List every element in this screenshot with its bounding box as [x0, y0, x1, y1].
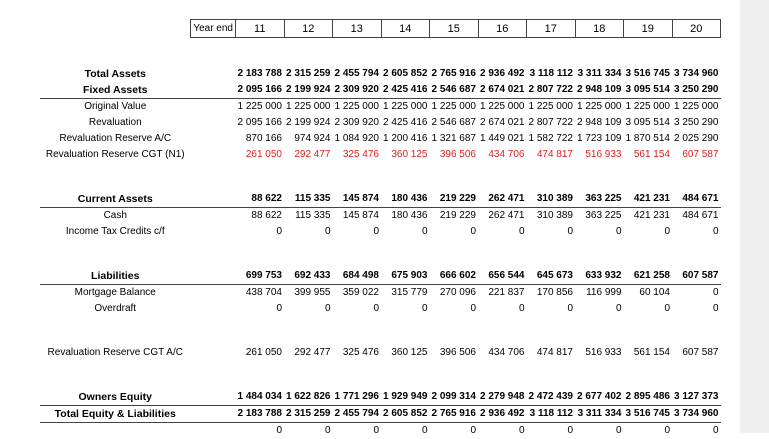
row-spacer — [191, 285, 236, 302]
revaluation-reserve-cgt-ac-value: 325 476 — [333, 345, 382, 361]
overdraft-value: 0 — [575, 301, 624, 317]
fixed-assets-value: 2 309 920 — [333, 82, 382, 99]
year-header-cell: 16 — [478, 20, 527, 38]
revaluation-reserve-cgt-n1-value: 325 476 — [333, 147, 382, 163]
revaluation-reserve-value: 1 723 109 — [575, 131, 624, 147]
current-assets-value: 363 225 — [575, 191, 624, 208]
revaluation-reserve-cgt-ac-label: Revaluation Reserve CGT A/C — [40, 345, 191, 361]
balance-sheet-table — [40, 19, 721, 439]
overdraft-label: Overdraft — [40, 301, 191, 317]
spacer-row — [40, 375, 721, 389]
original-value-value: 1 225 000 — [381, 99, 430, 116]
row-spacer — [191, 301, 236, 317]
mortgage-balance-value: 0 — [672, 285, 721, 302]
liabilities-row — [40, 268, 721, 285]
fixed-assets-value: 2 948 109 — [575, 82, 624, 99]
revaluation-value: 2 199 924 — [284, 115, 333, 131]
revaluation-value: 2 948 109 — [575, 115, 624, 131]
revaluation-reserve-cgt-ac-value: 396 506 — [430, 345, 479, 361]
mortgage-balance-value: 399 955 — [284, 285, 333, 302]
cash-label: Cash — [40, 208, 191, 225]
revaluation-reserve-value: 1 582 722 — [527, 131, 576, 147]
row-spacer — [191, 66, 236, 82]
liabilities-value: 675 903 — [381, 268, 430, 285]
overdraft-value: 0 — [381, 301, 430, 317]
revaluation-label: Revaluation — [40, 115, 191, 131]
revaluation-value: 2 425 416 — [381, 115, 430, 131]
current-assets-value: 115 335 — [284, 191, 333, 208]
liabilities-value: 633 932 — [575, 268, 624, 285]
revaluation-reserve-value: 1 200 416 — [381, 131, 430, 147]
revaluation-reserve-value: 2 025 290 — [672, 131, 721, 147]
income-tax-credits-value: 0 — [527, 224, 576, 240]
overdraft-value: 0 — [478, 301, 527, 317]
year-header-cell: 19 — [624, 20, 673, 38]
year-header-cell: 13 — [333, 20, 382, 38]
fixed-assets-label: Fixed Assets — [40, 82, 191, 99]
overdraft-value: 0 — [430, 301, 479, 317]
liabilities-value: 656 544 — [478, 268, 527, 285]
revaluation-row — [40, 115, 721, 131]
current-assets-value: 180 436 — [381, 191, 430, 208]
income-tax-credits-label: Income Tax Credits c/f — [40, 224, 191, 240]
total-equity-liabilities-value: 3 516 745 — [624, 406, 673, 423]
revaluation-reserve-cgt-ac-value: 292 477 — [284, 345, 333, 361]
row-spacer — [191, 147, 236, 163]
owners-equity-value: 1 771 296 — [333, 389, 382, 406]
mortgage-balance-row — [40, 285, 721, 302]
total-equity-liabilities-value: 2 605 852 — [381, 406, 430, 423]
check-value: 0 — [236, 423, 285, 439]
revaluation-reserve-cgt-n1-value: 474 817 — [527, 147, 576, 163]
total-assets-value: 3 311 334 — [575, 66, 624, 82]
liabilities-value: 645 673 — [527, 268, 576, 285]
income-tax-credits-value: 0 — [575, 224, 624, 240]
overdraft-value: 0 — [333, 301, 382, 317]
original-value-value: 1 225 000 — [527, 99, 576, 116]
check-value: 0 — [430, 423, 479, 439]
row-spacer — [191, 345, 236, 361]
cash-value: 262 471 — [478, 208, 527, 225]
total-equity-liabilities-value: 2 183 788 — [236, 406, 285, 423]
current-assets-value: 145 874 — [333, 191, 382, 208]
total-equity-liabilities-value: 2 455 794 — [333, 406, 382, 423]
revaluation-reserve-cgt-n1-value: 561 154 — [624, 147, 673, 163]
fixed-assets-value: 2 095 166 — [236, 82, 285, 99]
spacer-row — [40, 240, 721, 254]
current-assets-value: 219 229 — [430, 191, 479, 208]
revaluation-reserve-cgt-n1-value: 261 050 — [236, 147, 285, 163]
owners-equity-row — [40, 389, 721, 406]
total-equity-liabilities-value: 2 936 492 — [478, 406, 527, 423]
original-value-value: 1 225 000 — [624, 99, 673, 116]
current-assets-value: 310 389 — [527, 191, 576, 208]
revaluation-reserve-cgt-n1-value: 292 477 — [284, 147, 333, 163]
revaluation-value: 2 674 021 — [478, 115, 527, 131]
revaluation-reserve-cgt-ac-value: 434 706 — [478, 345, 527, 361]
spacer-row — [40, 331, 721, 345]
revaluation-reserve-cgt-n1-value: 516 933 — [575, 147, 624, 163]
mortgage-balance-label: Mortgage Balance — [40, 285, 191, 302]
revaluation-reserve-cgt-ac-value: 561 154 — [624, 345, 673, 361]
original-value-label: Original Value — [40, 99, 191, 116]
check-value: 0 — [333, 423, 382, 439]
liabilities-value: 666 602 — [430, 268, 479, 285]
fixed-assets-row — [40, 82, 721, 99]
total-assets-value: 3 118 112 — [527, 66, 576, 82]
overdraft-value: 0 — [284, 301, 333, 317]
revaluation-reserve-value: 870 166 — [236, 131, 285, 147]
revaluation-reserve-value: 1 084 920 — [333, 131, 382, 147]
mortgage-balance-value: 60 104 — [624, 285, 673, 302]
mortgage-balance-value: 116 999 — [575, 285, 624, 302]
row-spacer — [191, 224, 236, 240]
spacer-row — [40, 163, 721, 177]
row-spacer — [191, 131, 236, 147]
fixed-assets-value: 2 674 021 — [478, 82, 527, 99]
cash-value: 310 389 — [527, 208, 576, 225]
original-value-value: 1 225 000 — [284, 99, 333, 116]
current-assets-value: 484 671 — [672, 191, 721, 208]
current-assets-label: Current Assets — [40, 191, 191, 208]
total-equity-liabilities-value: 3 311 334 — [575, 406, 624, 423]
overdraft-value: 0 — [672, 301, 721, 317]
revaluation-reserve-cgt-ac-value: 261 050 — [236, 345, 285, 361]
row-spacer — [191, 115, 236, 131]
spacer-row — [40, 52, 721, 66]
income-tax-credits-value: 0 — [236, 224, 285, 240]
cash-value: 115 335 — [284, 208, 333, 225]
income-tax-credits-value: 0 — [430, 224, 479, 240]
total-assets-value: 3 516 745 — [624, 66, 673, 82]
spacer-row — [40, 317, 721, 331]
mortgage-balance-value: 170 856 — [527, 285, 576, 302]
check-value: 0 — [575, 423, 624, 439]
income-tax-credits-value: 0 — [381, 224, 430, 240]
original-value-value: 1 225 000 — [333, 99, 382, 116]
check-label — [40, 423, 191, 439]
revaluation-reserve-cgt-ac-row — [40, 345, 721, 361]
original-value-row — [40, 99, 721, 116]
spacer-row — [40, 177, 721, 191]
revaluation-reserve-value: 1 870 514 — [624, 131, 673, 147]
check-value: 0 — [381, 423, 430, 439]
revaluation-reserve-cgt-ac-value: 607 587 — [672, 345, 721, 361]
revaluation-reserve-label: Revaluation Reserve A/C — [40, 131, 191, 147]
liabilities-value: 607 587 — [672, 268, 721, 285]
year-header-cell: 20 — [672, 20, 721, 38]
row-spacer — [191, 208, 236, 225]
year-header-cell: 17 — [527, 20, 576, 38]
cash-value: 88 622 — [236, 208, 285, 225]
revaluation-reserve-cgt-n1-value: 434 706 — [478, 147, 527, 163]
cash-value: 421 231 — [624, 208, 673, 225]
fixed-assets-value: 3 250 290 — [672, 82, 721, 99]
total-assets-label: Total Assets — [40, 66, 191, 82]
check-row — [40, 423, 721, 439]
overdraft-value: 0 — [527, 301, 576, 317]
year-header-cell: 18 — [575, 20, 624, 38]
owners-equity-value: 2 677 402 — [575, 389, 624, 406]
revaluation-value: 2 807 722 — [527, 115, 576, 131]
revaluation-value: 2 095 166 — [236, 115, 285, 131]
revaluation-value: 3 095 514 — [624, 115, 673, 131]
total-assets-value: 2 315 259 — [284, 66, 333, 82]
owners-equity-value: 2 279 948 — [478, 389, 527, 406]
mortgage-balance-value: 221 837 — [478, 285, 527, 302]
original-value-value: 1 225 000 — [575, 99, 624, 116]
check-value: 0 — [672, 423, 721, 439]
liabilities-label: Liabilities — [40, 268, 191, 285]
total-equity-liabilities-value: 3 118 112 — [527, 406, 576, 423]
income-tax-credits-value: 0 — [333, 224, 382, 240]
row-spacer — [191, 423, 236, 439]
year-end-label: Year end — [191, 20, 236, 38]
income-tax-credits-value: 0 — [284, 224, 333, 240]
owners-equity-value: 2 472 439 — [527, 389, 576, 406]
sheet-margin — [740, 0, 769, 433]
mortgage-balance-value: 315 779 — [381, 285, 430, 302]
revaluation-reserve-cgt-n1-label: Revaluation Reserve CGT (N1) — [40, 147, 191, 163]
total-assets-value: 2 936 492 — [478, 66, 527, 82]
cash-value: 180 436 — [381, 208, 430, 225]
year-header-cell: 12 — [284, 20, 333, 38]
total-equity-liabilities-row — [40, 406, 721, 423]
spacer-row — [40, 361, 721, 375]
year-header-cell: 15 — [430, 20, 479, 38]
original-value-value: 1 225 000 — [478, 99, 527, 116]
revaluation-reserve-cgt-ac-value: 516 933 — [575, 345, 624, 361]
revaluation-reserve-value: 1 321 687 — [430, 131, 479, 147]
year-header-cell: 14 — [381, 20, 430, 38]
original-value-value: 1 225 000 — [236, 99, 285, 116]
owners-equity-value: 2 099 314 — [430, 389, 479, 406]
fixed-assets-value: 2 199 924 — [284, 82, 333, 99]
overdraft-value: 0 — [236, 301, 285, 317]
mortgage-balance-value: 438 704 — [236, 285, 285, 302]
revaluation-reserve-cgt-ac-value: 360 125 — [381, 345, 430, 361]
fixed-assets-value: 2 425 416 — [381, 82, 430, 99]
total-equity-liabilities-value: 3 734 960 — [672, 406, 721, 423]
revaluation-value: 2 546 687 — [430, 115, 479, 131]
fixed-assets-value: 2 807 722 — [527, 82, 576, 99]
fixed-assets-value: 3 095 514 — [624, 82, 673, 99]
income-tax-credits-value: 0 — [624, 224, 673, 240]
owners-equity-label: Owners Equity — [40, 389, 191, 406]
row-spacer — [191, 389, 236, 406]
owners-equity-value: 1 622 826 — [284, 389, 333, 406]
cash-value: 363 225 — [575, 208, 624, 225]
revaluation-reserve-cgt-n1-value: 360 125 — [381, 147, 430, 163]
row-spacer — [191, 191, 236, 208]
total-equity-liabilities-label: Total Equity & Liabilities — [40, 406, 191, 423]
revaluation-reserve-value: 974 924 — [284, 131, 333, 147]
header-spacer — [40, 20, 191, 38]
current-assets-row — [40, 191, 721, 208]
current-assets-value: 421 231 — [624, 191, 673, 208]
current-assets-value: 262 471 — [478, 191, 527, 208]
liabilities-value: 621 258 — [624, 268, 673, 285]
total-assets-value: 2 455 794 — [333, 66, 382, 82]
check-value: 0 — [527, 423, 576, 439]
revaluation-reserve-value: 1 449 021 — [478, 131, 527, 147]
row-spacer — [191, 82, 236, 99]
total-assets-value: 2 765 916 — [430, 66, 479, 82]
row-spacer — [191, 99, 236, 116]
cash-value: 484 671 — [672, 208, 721, 225]
mortgage-balance-value: 270 096 — [430, 285, 479, 302]
check-value: 0 — [284, 423, 333, 439]
row-spacer — [191, 268, 236, 285]
revaluation-reserve-row — [40, 131, 721, 147]
revaluation-value: 2 309 920 — [333, 115, 382, 131]
spacer-row — [40, 254, 721, 268]
current-assets-value: 88 622 — [236, 191, 285, 208]
total-assets-value: 2 183 788 — [236, 66, 285, 82]
year-header-cell: 11 — [236, 20, 285, 38]
income-tax-credits-value: 0 — [478, 224, 527, 240]
original-value-value: 1 225 000 — [430, 99, 479, 116]
income-tax-credits-row — [40, 224, 721, 240]
total-equity-liabilities-value: 2 315 259 — [284, 406, 333, 423]
cash-value: 219 229 — [430, 208, 479, 225]
original-value-value: 1 225 000 — [672, 99, 721, 116]
owners-equity-value: 2 895 486 — [624, 389, 673, 406]
check-value: 0 — [478, 423, 527, 439]
revaluation-value: 3 250 290 — [672, 115, 721, 131]
total-equity-liabilities-value: 2 765 916 — [430, 406, 479, 423]
revaluation-reserve-cgt-n1-row — [40, 147, 721, 163]
overdraft-row — [40, 301, 721, 317]
liabilities-value: 684 498 — [333, 268, 382, 285]
liabilities-value: 699 753 — [236, 268, 285, 285]
revaluation-reserve-cgt-n1-value: 396 506 — [430, 147, 479, 163]
check-value: 0 — [624, 423, 673, 439]
fixed-assets-value: 2 546 687 — [430, 82, 479, 99]
owners-equity-value: 1 484 034 — [236, 389, 285, 406]
total-assets-value: 2 605 852 — [381, 66, 430, 82]
cash-value: 145 874 — [333, 208, 382, 225]
revaluation-reserve-cgt-n1-value: 607 587 — [672, 147, 721, 163]
owners-equity-value: 1 929 949 — [381, 389, 430, 406]
spacer-row — [40, 38, 721, 53]
mortgage-balance-value: 359 022 — [333, 285, 382, 302]
income-tax-credits-value: 0 — [672, 224, 721, 240]
owners-equity-value: 3 127 373 — [672, 389, 721, 406]
total-assets-row — [40, 66, 721, 82]
row-spacer — [191, 406, 236, 423]
cash-row — [40, 208, 721, 225]
total-assets-value: 3 734 960 — [672, 66, 721, 82]
liabilities-value: 692 433 — [284, 268, 333, 285]
year-header-row — [40, 20, 721, 38]
revaluation-reserve-cgt-ac-value: 474 817 — [527, 345, 576, 361]
overdraft-value: 0 — [624, 301, 673, 317]
